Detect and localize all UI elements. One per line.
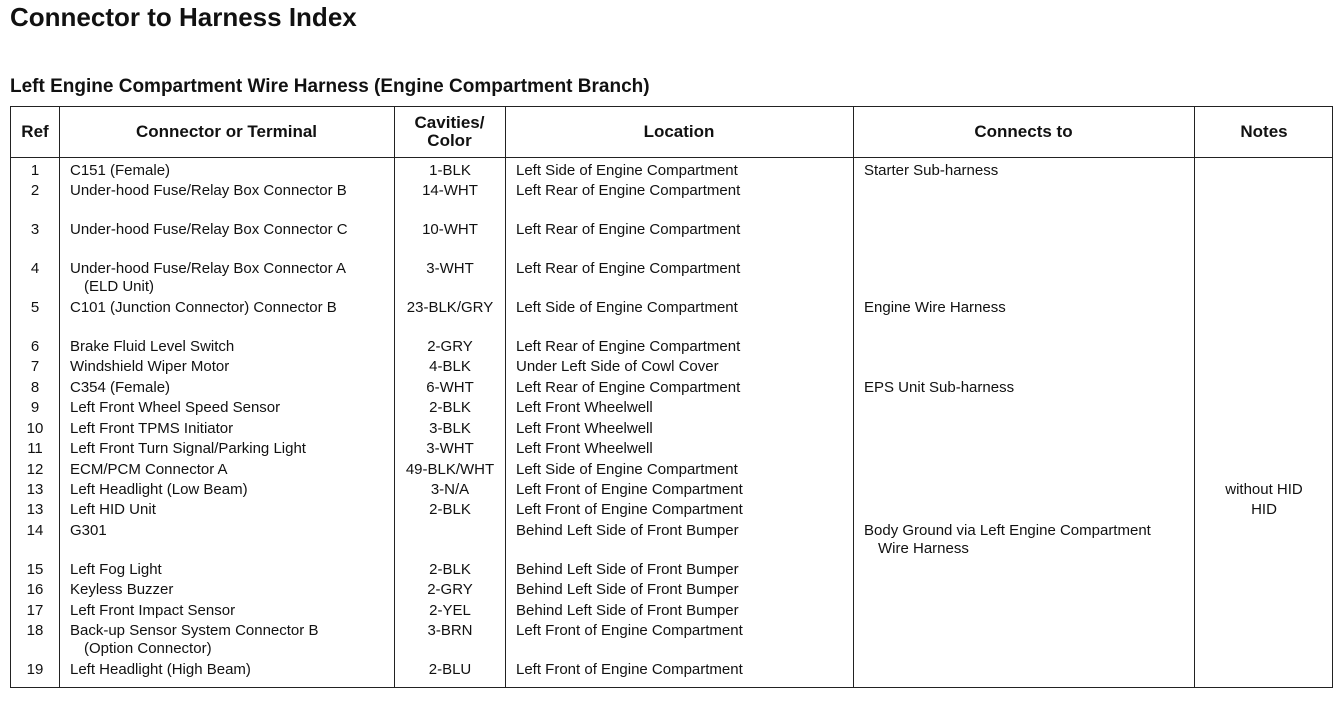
ref-cell: 15 — [26, 561, 44, 578]
cavities-cell: 2-YEL — [429, 602, 471, 619]
location-cell: Behind Left Side of Front Bumper — [516, 602, 739, 619]
connector-cell: C354 (Female) — [70, 379, 171, 396]
column-divider — [59, 107, 60, 687]
ref-cell: 10 — [26, 420, 44, 437]
header-cavities — [394, 107, 505, 157]
ref-cell: 18 — [26, 622, 44, 639]
cavities-cell: 3-WHT — [426, 440, 474, 457]
connector-cell: Keyless Buzzer — [70, 581, 174, 598]
header-connects-to: Connects to — [974, 122, 1073, 141]
cavities-cell: 10-WHT — [422, 221, 478, 238]
cavities-cell: 3-BLK — [429, 420, 471, 437]
ref-cell: 11 — [27, 440, 43, 457]
connector-cell: Left Front Wheel Speed Sensor — [70, 399, 281, 416]
location-cell: Behind Left Side of Front Bumper — [516, 581, 739, 598]
connector-cell: Left Headlight (Low Beam) — [70, 481, 248, 498]
location-cell: Left Side of Engine Compartment — [516, 162, 738, 179]
column-divider — [1194, 107, 1195, 687]
cavities-cell: 3-WHT — [426, 260, 474, 277]
connector-cell-continued: (Option Connector) — [84, 640, 212, 657]
cavities-cell: 2-BLK — [429, 399, 471, 416]
connector-cell: Under-hood Fuse/Relay Box Connector B — [70, 182, 347, 199]
cavities-cell: 1-BLK — [429, 162, 471, 179]
location-cell: Left Rear of Engine Compartment — [516, 221, 741, 238]
location-cell: Behind Left Side of Front Bumper — [516, 522, 739, 539]
location-cell: Left Rear of Engine Compartment — [516, 260, 741, 277]
connector-cell: C101 (Junction Connector) Connector B — [70, 299, 337, 316]
cavities-cell: 4-BLK — [429, 358, 471, 375]
header-ref: Ref — [21, 122, 49, 141]
connects-to-cell: Engine Wire Harness — [864, 299, 1006, 316]
location-cell: Left Front Wheelwell — [516, 440, 653, 457]
cavities-cell: 3-BRN — [427, 622, 473, 639]
page-title: Connector to Harness Index — [10, 2, 357, 32]
ref-cell: 4 — [30, 260, 40, 277]
ref-cell: 9 — [30, 399, 40, 416]
cavities-cell: 2-GRY — [427, 338, 473, 355]
ref-cell: 7 — [30, 358, 40, 375]
ref-cell: 19 — [26, 661, 44, 678]
connector-cell: Left Headlight (High Beam) — [70, 661, 251, 678]
connector-cell: Under-hood Fuse/Relay Box Connector A — [70, 260, 346, 277]
connector-cell: Left Front Impact Sensor — [70, 602, 236, 619]
header-cavities-line2: Color — [427, 131, 472, 150]
connector-cell: Left HID Unit — [70, 501, 156, 518]
location-cell: Left Side of Engine Compartment — [516, 299, 738, 316]
connects-to-cell: Body Ground via Left Engine Compartment — [864, 522, 1151, 539]
cavities-cell: 49-BLK/WHT — [405, 461, 495, 478]
connector-cell: Under-hood Fuse/Relay Box Connector C — [70, 221, 348, 238]
notes-cell: HID — [1251, 501, 1277, 518]
connector-cell: Left Fog Light — [70, 561, 162, 578]
connects-to-cell: EPS Unit Sub-harness — [864, 379, 1015, 396]
column-divider — [853, 107, 854, 687]
header-connector: Connector or Terminal — [135, 122, 318, 141]
ref-cell: 8 — [30, 379, 40, 396]
location-cell: Left Front of Engine Compartment — [516, 481, 743, 498]
connects-to-cell: Starter Sub-harness — [864, 162, 999, 179]
cavities-cell: 3-N/A — [430, 481, 470, 498]
connector-cell: Brake Fluid Level Switch — [70, 338, 235, 355]
notes-cell: without HID — [1225, 481, 1303, 498]
cavities-cell: 2-BLU — [428, 661, 472, 678]
ref-cell: 6 — [30, 338, 40, 355]
location-cell: Left Rear of Engine Compartment — [516, 182, 741, 199]
ref-cell: 12 — [26, 461, 44, 478]
ref-cell: 2 — [30, 182, 40, 199]
location-cell: Left Front Wheelwell — [516, 420, 653, 437]
connector-cell: Back-up Sensor System Connector B — [70, 622, 319, 639]
cavities-cell: 2-GRY — [427, 581, 473, 598]
header-notes: Notes — [1240, 122, 1288, 141]
connector-cell: Left Front Turn Signal/Parking Light — [70, 440, 306, 457]
connector-cell: Windshield Wiper Motor — [70, 358, 230, 375]
location-cell: Left Front of Engine Compartment — [516, 661, 743, 678]
location-cell: Left Front of Engine Compartment — [516, 501, 743, 518]
connector-cell-continued: (ELD Unit) — [84, 278, 155, 295]
connector-cell: G301 — [70, 522, 107, 539]
location-cell: Left Rear of Engine Compartment — [516, 379, 741, 396]
header-location: Location — [643, 122, 715, 141]
location-cell: Under Left Side of Cowl Cover — [516, 358, 719, 375]
ref-cell: 13 — [26, 501, 44, 518]
location-cell: Left Front of Engine Compartment — [516, 622, 743, 639]
cavities-cell: 14-WHT — [422, 182, 478, 199]
cavities-cell: 23-BLK/GRY — [406, 299, 494, 316]
connects-to-cell-continued: Wire Harness — [878, 540, 969, 557]
harness-table — [10, 106, 1333, 688]
connector-cell: Left Front TPMS Initiator — [70, 420, 234, 437]
location-cell: Left Rear of Engine Compartment — [516, 338, 741, 355]
location-cell: Left Side of Engine Compartment — [516, 461, 738, 478]
connector-cell: ECM/PCM Connector A — [70, 461, 228, 478]
header-cavities-line1: Cavities/ — [414, 113, 485, 132]
header-divider — [11, 157, 1332, 158]
cavities-cell: 2-BLK — [429, 501, 471, 518]
location-cell: Left Front Wheelwell — [516, 399, 653, 416]
ref-cell: 13 — [26, 481, 44, 498]
ref-cell: 16 — [26, 581, 44, 598]
ref-cell: 3 — [30, 221, 40, 238]
ref-cell: 5 — [30, 299, 40, 316]
section-title: Left Engine Compartment Wire Harness (Engine Compartment Branch) — [10, 76, 650, 97]
cavities-cell: 2-BLK — [429, 561, 471, 578]
location-cell: Behind Left Side of Front Bumper — [516, 561, 739, 578]
ref-cell: 17 — [26, 602, 44, 619]
cavities-cell: 6-WHT — [426, 379, 474, 396]
ref-cell: 1 — [30, 162, 40, 179]
connector-cell: C151 (Female) — [70, 162, 171, 179]
ref-cell: 14 — [26, 522, 44, 539]
